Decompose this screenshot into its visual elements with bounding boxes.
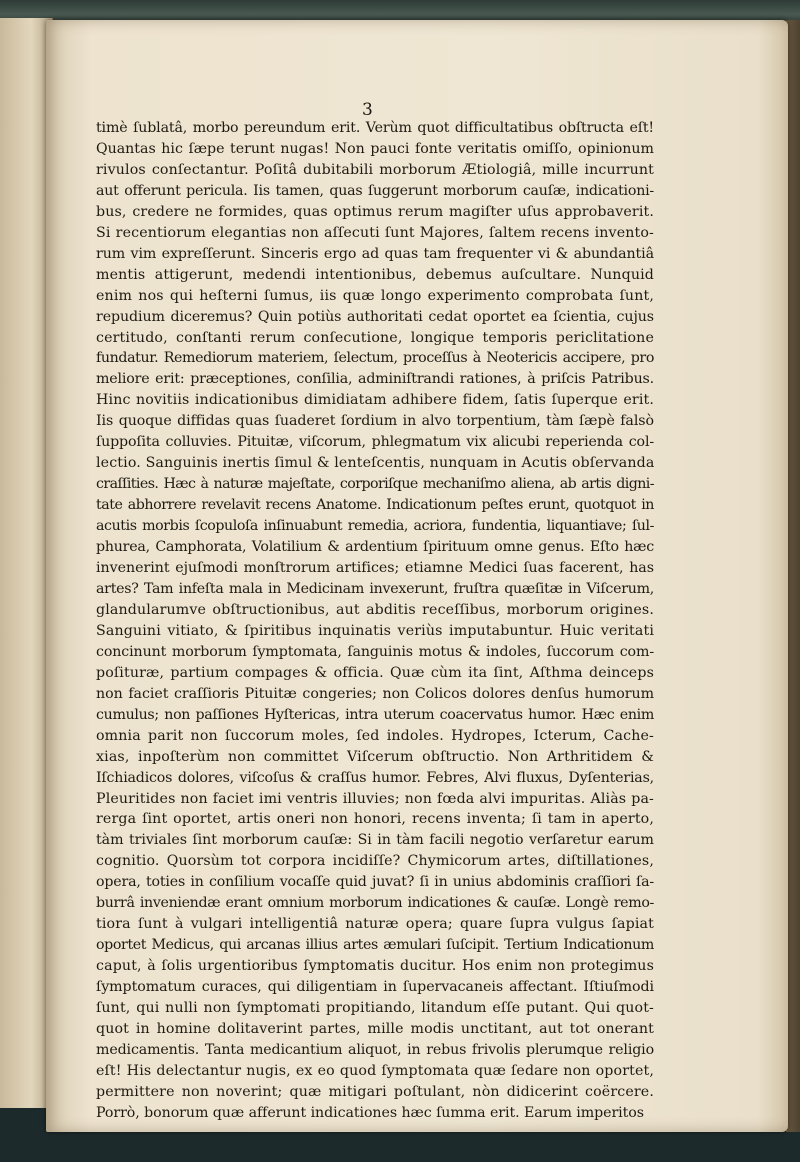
text-line: cumulus; non paſſiones Hyſtericas, intra uterum coacervatus humor. Hæc enim (96, 706, 654, 723)
text-line: quot in homine dolitaverint partes, mille modis unctitant, aut tot onerant (96, 1020, 654, 1037)
text-line: rerga ſint oportet, artis oneri non honori, recens inventa; ſi tam in aperto, (96, 811, 654, 828)
text-line: poſituræ, partium compages & officia. Quæ cùm ita ſint, Aſthma deinceps (96, 664, 654, 681)
text-line: concinunt morborum ſymptomata, ſanguinis motus & indoles, ſuccorum com- (96, 643, 654, 660)
page-number: 3 (362, 100, 373, 120)
text-line: Pleuritides non faciet imi ventris illuvies; non fœda alvi impuritas. Aliàs pa- (96, 790, 654, 807)
text-line: Si recentiorum elegantias non aſſecuti ſunt Majores, ſaltem recens invento- (96, 224, 654, 241)
text-line: bus, credere ne formides, quas optimus rerum magiſter uſus approbaverit. (96, 203, 654, 220)
text-line: artes? Tam infeſta mala in Medicinam invexerunt, fruſtra quæſitæ in Viſcerum, (96, 580, 654, 597)
text-line: permittere non noverint; quæ mitigari poſtulant, nòn didicerint coërcere. (96, 1083, 654, 1100)
text-line: ſymptomatum curaces, qui diligentiam in ſupervacaneis affectant. Iſtiuſmodi (96, 979, 654, 996)
text-line: invenerint ejuſmodi monſtrorum artifices; etiamne Medici ſuas facerent, has (96, 560, 654, 577)
text-line: rivulos conſectantur. Poſitâ dubitabili morborum Ætiologiâ, mille incurrunt (96, 161, 654, 178)
text-line: tàm triviales ſint morborum cauſæ: Si in tàm facili negotio verſaretur earum (96, 832, 654, 849)
text-line: Sanguini vitiato, & ſpiritibus inquinatis veriùs imputabuntur. Huic veritati (96, 622, 654, 639)
text-line: phurea, Camphorata, Volatilium & ardentium ſpirituum omne genus. Eſto hæc (96, 539, 654, 556)
text-line: lectio. Sanguinis inertis ſimul & lenteſcentis, nunquam in Acutis obſervanda (96, 455, 655, 472)
text-line: Porrò, bonorum quæ afferunt indicationes hæc ſumma erit. Earum imperitos (96, 1104, 644, 1121)
text-line: caput, à ſolis urgentioribus ſymptomatis ducitur. Hos enim non protegimus (96, 958, 654, 975)
text-line: acutis morbis ſcopuloſa inſinuabunt remedia, acriora, fundentia, liquantiave; ſul- (96, 518, 654, 535)
text-line: omnia parit non ſuccorum moles, ſed indoles. Hydropes, Icterum, Cache- (96, 727, 654, 744)
text-line: oportet Medicus, qui arcanas illius artes æmulari ſuſcipit. Tertium Indicationum (96, 937, 654, 954)
text-line: timè ſublatâ, morbo pereundum erit. Verùm quot difficultatibus obſtructa eſt! (96, 120, 654, 136)
text-line: xias, inpoſterùm non committet Viſcerum obſtructio. Non Arthritidem & (96, 748, 654, 765)
text-line: ſuppoſita colluvies. Pituitæ, viſcorum, phlegmatum vix alicubi reperienda col- (96, 434, 654, 451)
body-text (96, 118, 654, 1124)
text-line: certitudo, conſtanti rerum conſecutione, longique temporis periclitatione (96, 329, 654, 346)
text-line: meliore erit: præceptiones, conſilia, adminiſtrandi rationes, à priſcis Patribus. (96, 371, 654, 388)
text-line: craſſities. Hæc à naturæ majeſtate, corporiſque mechaniſmo aliena, ab artis digni- (96, 476, 654, 493)
text-line: medicamentis. Tanta medicantium aliquot, in rebus frivolis plerumque religio (96, 1041, 654, 1058)
text-line: cognitio. Quorsùm tot corpora incidiſſe? Chymicorum artes, diſtillationes, (96, 853, 654, 870)
text-line: ſunt, qui nulli non ſymptomati propitiando, litandum eſſe putant. Qui quot- (96, 1000, 654, 1017)
text-line: repudium diceremus? Quin potiùs authoritati cedat oportet ea ſcientia, cujus (96, 308, 654, 325)
text-line: tate abhorrere revelavit recens Anatome. Indicationum peſtes erunt, quotquot in (96, 497, 654, 514)
text-line: glandularumve obſtructionibus, aut abditis receſſibus, morborum origines. (96, 601, 654, 618)
book-cover-edge (786, 20, 800, 1132)
text-line: Hinc novitiis indicationibus dimidiatam adhibere fidem, ſatis ſuperque erit. (96, 392, 654, 409)
text-line: mentis attigerunt, medendi intentionibus, debemus auſcultare. Nunquid (96, 266, 654, 283)
text-line: fundatur. Remediorum materiem, ſelectum, proceſſus à Neotericis accipere, pro (96, 350, 654, 367)
text-line: burrâ inveniendæ erant omnium morborum indicationes & cauſæ. Longè remo- (96, 895, 654, 912)
text-line: Quantas hic ſæpe terunt nugas! Non pauci fonte veritatis omiſſo, opinionum (96, 140, 654, 157)
text-line: aut offerunt pericula. Iis tamen, quas ſuggerunt morborum cauſæ, indicationi- (96, 182, 654, 199)
text-line: enim nos qui heſterni ſumus, iis quæ longo experimento comprobata ſunt, (96, 287, 654, 304)
text-line: rum vim expreſſerunt. Sinceris ergo ad quas tam frequenter vi & abundantiâ (96, 245, 654, 262)
text-line: non faciet craſſioris Pituitæ congeries; non Colicos dolores denſus humorum (96, 685, 654, 702)
text-line: Iis quoque diffidas quas ſuaderet ſordium in alvo torpentium, tàm ſæpè falsò (96, 413, 654, 430)
text-line: eſt! His delectantur nugis, ex eo quod ſymptomata quæ ſedare non oportet, (96, 1062, 654, 1079)
text-line: opera, toties in conſilium vocaſſe quid juvat? ſi in unius abdominis craſſiori ſa- (96, 874, 654, 891)
text-line: tiora ſunt à vulgari intelligentiâ naturæ opera; quare ſupra vulgus ſapiat (96, 916, 654, 933)
text-line: Iſchiadicos dolores, viſcoſus & craſſus humor. Febres, Alvi fluxus, Dyſenterias, (96, 769, 654, 786)
